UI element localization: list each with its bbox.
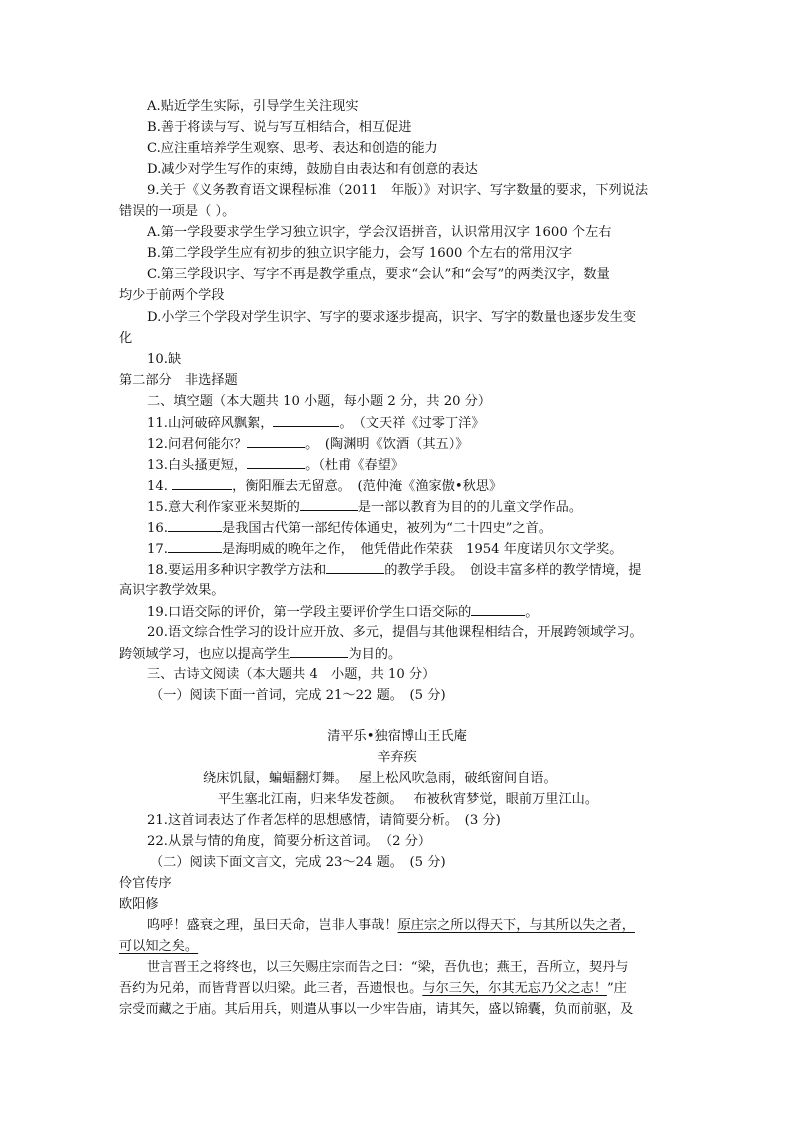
q9-stem-line2: 错误的一项是（ ）。: [119, 204, 236, 219]
poem-author: 辛弃疾: [377, 750, 417, 765]
q9-stem-line1: 9.关于《义务教育语文课程标准（2011 年版）》对识字、写字数量的要求，下列说法: [147, 183, 649, 198]
poem-title: 清平乐•独宿博山王氏庵: [327, 729, 467, 744]
q18-line1: 18.要运用多种识字教学方法和 的教学手段。 创设丰富多样的教学情境，提: [147, 559, 641, 581]
q10: 10.缺: [147, 352, 182, 367]
answer-blank[interactable]: [247, 433, 305, 448]
q16: 16. 是我国古代第一部纪传体通史，被列为“二十四史”之首。: [147, 517, 552, 539]
essay-p2-line3: 宗受而藏之于庙。其后用兵，则遣从事以一少牢告庙，请其矢，盛以锦囊，负而前驱，及: [119, 1002, 634, 1017]
q17: 17. 是海明威的晚年之作， 他凭借此作荣获 1954 年度诺贝尔文学奖。: [147, 538, 622, 560]
q14: 14. ，衡阳雁去无留意。 (范仲淹《渔家傲•秋思》: [147, 475, 502, 497]
answer-blank[interactable]: [273, 412, 339, 427]
q11: 11.山河破碎风飘絮， 。 （文天祥《过零丁洋》: [147, 412, 485, 434]
q18-line2: 高识字教学效果。: [119, 583, 225, 598]
answer-blank[interactable]: [168, 538, 222, 553]
answer-blank[interactable]: [168, 517, 222, 532]
q8-option-d: D.减少对学生写作的束缚，鼓励自由表达和有创意的表达: [147, 162, 478, 177]
q20-line2: 跨领域学习，也应以提高学生 为目的。: [119, 643, 401, 665]
q13: 13.白头搔更短， 。（杜甫《春望》: [147, 454, 404, 476]
q8-option-c: C.应注重培养学生观察、思考、表达和创造的能力: [147, 141, 438, 156]
essay-p1-line2: 可以知之矣。: [119, 939, 199, 954]
essay-author: 欧阳修: [119, 897, 159, 912]
q20-line1: 20.语文综合性学习的设计应开放、多元，提倡与其他课程相结合，开展跨领域学习。: [147, 625, 643, 640]
q8-option-a: A.贴近学生实际，引导学生关注现实: [147, 99, 359, 114]
section3-heading: 三、古诗文阅读（本大题共 4 小题，共 10 分）: [147, 667, 436, 682]
essay-title: 伶官传序: [119, 876, 172, 891]
q9-option-c-line1: C.第三学段识字、写字不再是教学重点，要求“会认”和“会写”的两类汉字，数量: [147, 267, 610, 282]
q9-option-b: B.第二学段学生应有初步的独立识字能力，会写 1600 个左右的常用汉字: [147, 246, 573, 261]
subsection2-heading: （二）阅读下面文言文，完成 23～24 题。 (5 分): [150, 855, 446, 870]
answer-blank[interactable]: [471, 601, 525, 616]
answer-blank[interactable]: [172, 475, 232, 490]
answer-blank[interactable]: [247, 454, 305, 469]
answer-blank[interactable]: [300, 496, 358, 511]
answer-blank[interactable]: [290, 643, 348, 658]
essay-p2-line2: 吾约为兄弟，而皆背晋以归梁。此三者，吾遗恨也。与尔三矢，尔其无忘乃父之志！”庄: [119, 981, 627, 996]
answer-blank[interactable]: [326, 559, 384, 574]
part2-title: 第二部分 非选择题: [119, 373, 238, 388]
q21: 21.这首词表达了作者怎样的思想感情，请简要分析。 (3 分): [147, 813, 501, 828]
section2-heading: 二、填空题（本大题共 10 小题，每小题 2 分，共 20 分）: [147, 394, 492, 409]
q15: 15.意大利作家亚米契斯的 是一部以教育为目的的儿童文学作品。: [147, 496, 582, 518]
essay-p2-line1: 世言晋王之将终也，以三矢赐庄宗而告之曰：“梁，吾仇也；燕王，吾所立，契丹与: [147, 960, 629, 975]
poem-line1: 绕床饥鼠，蝙蝠翻灯舞。 屋上松风吹急雨，破纸窗间自语。: [203, 771, 557, 786]
q9-option-d-line1: D.小学三个学段对学生识字、写字的要求逐步提高，识字、写字的数量也逐步发生变: [147, 310, 637, 325]
q19: 19.口语交际的评价，第一学段主要评价学生口语交际的 。: [147, 601, 538, 623]
essay-p1-line1: 呜呼！盛衰之理，虽曰天命，岂非人事哉！原庄宗之所以得天下，与其所以失之者，: [147, 918, 635, 933]
subsection1-heading: （一）阅读下面一首词，完成 21～22 题。 (5 分): [150, 688, 446, 703]
q9-option-c-line2: 均少于前两个学段: [119, 288, 225, 303]
q9-option-a: A.第一学段要求学生学习独立识字，学会汉语拼音，认识常用汉字 1600 个左右: [147, 225, 612, 240]
poem-line2: 平生塞北江南，归来华发苍颜。 布被秋宵梦觉，眼前万里江山。: [218, 792, 599, 807]
q9-option-d-line2: 化: [119, 331, 133, 346]
q22: 22.从景与情的角度，简要分析这首词。 （2 分）: [147, 834, 432, 849]
q8-option-b: B.善于将读与写、说与写互相结合，相互促进: [147, 120, 412, 135]
q12: 12.问君何能尔？ 。 (陶渊明《饮酒（其五）》: [147, 433, 469, 455]
